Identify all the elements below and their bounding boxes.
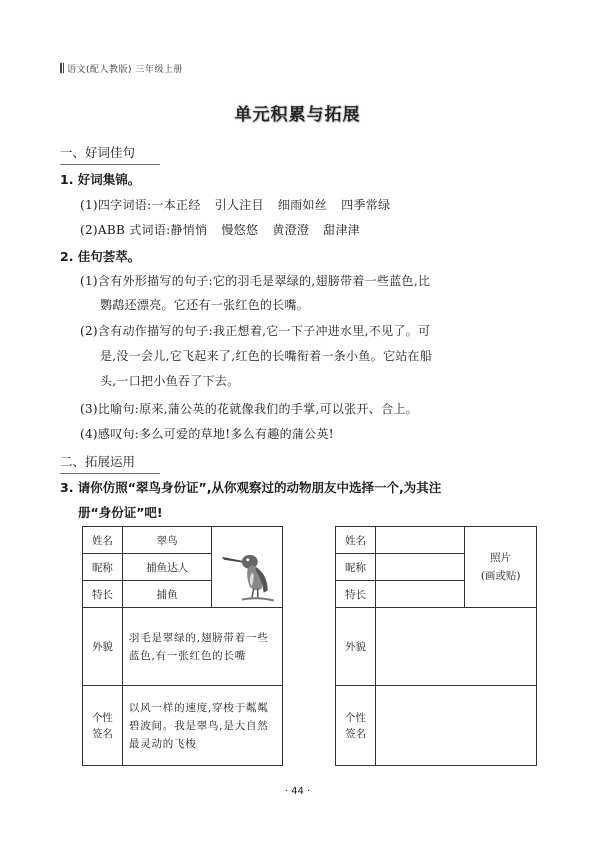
photo-sub-label: (画或贴) (480, 570, 521, 582)
photo-label: 照片 (490, 552, 512, 564)
question-3-cont: 册“身份证”吧! (78, 505, 163, 520)
page-number: · 44 · (284, 786, 311, 797)
question-1: 1. 好词集锦。 (60, 172, 141, 187)
nickname-label: 昵称 (83, 554, 123, 581)
photo-box[interactable] (465, 527, 537, 608)
kingfisher-image (212, 527, 283, 608)
word: 黄澄澄 (272, 223, 310, 237)
signature-label: 个性签名 (83, 686, 123, 766)
four-char-words: (1)四字词语:一本正经 引人注目 细雨如丝 四季常绿 (80, 198, 391, 212)
abb-words: (2)ABB 式词语:静悄悄 慢悠悠 黄澄澄 甜津津 (80, 223, 361, 237)
sentence-line: 鹦鹉还漂亮。它还有一张红色的长嘴。 (100, 298, 310, 312)
sentence-line: (3)比喻句:原来,蒲公英的花就像我们的手掌,可以张开、合上。 (80, 402, 418, 416)
question-2: 2. 佳句荟萃。 (60, 249, 141, 264)
word: 静悄悄 (170, 223, 208, 237)
skill-label: 特长 (336, 581, 376, 608)
sentence-line: (4)感叹句:多么可爱的草地!多么有趣的蒲公英! (80, 427, 334, 441)
header-text: 语文(配人教版) 三年级上册 (67, 65, 183, 75)
nickname-label: 昵称 (336, 554, 376, 581)
word: 甜津津 (323, 223, 361, 237)
signature-field[interactable] (375, 686, 536, 766)
word: 慢悠悠 (221, 223, 259, 237)
word: 细雨如丝 (277, 198, 328, 212)
kingfisher-icon (212, 527, 282, 607)
skill-field[interactable] (375, 581, 464, 608)
signature-value: 以风一样的速度,穿梭于粼粼碧波间。我是翠鸟,是大自然最灵动的飞梭 (122, 686, 282, 766)
page-header (60, 62, 183, 75)
sentence-line: 是,没一会儿,它飞起来了,红色的长嘴衔着一条小鱼。它站在船 (100, 349, 433, 363)
signature-label: 个性签名 (336, 686, 376, 766)
appearance-value: 羽毛是翠绿的,翅膀带着一些蓝色,有一张红色的长嘴 (122, 608, 282, 686)
name-field[interactable] (375, 527, 464, 554)
kingfisher-id-card (82, 526, 283, 766)
section-good-words: 一、好词佳句 (60, 143, 135, 161)
skill-label: 特长 (83, 581, 123, 608)
name-label: 姓名 (336, 527, 376, 554)
word: 四季常绿 (341, 198, 391, 212)
appearance-label: 外貌 (83, 608, 123, 686)
word: 引人注目 (214, 198, 264, 212)
sentence-line: (1)含有外形描写的句子:它的羽毛是翠绿的,翅膀带着一些蓝色,比 (80, 274, 431, 288)
sentence-line: (2)含有动作描写的句子:我正想着,它一下子冲进水里,不见了。可 (80, 324, 431, 338)
appearance-label: 外貌 (336, 608, 376, 686)
sentence-line: 头,一口把小鱼吞了下去。 (100, 374, 240, 388)
name-label: 姓名 (83, 527, 123, 554)
nickname-value: 捕鱼达人 (122, 554, 212, 581)
unit-title: 单元积累与拓展 (234, 105, 361, 125)
blank-id-card (335, 526, 537, 766)
appearance-field[interactable] (375, 608, 536, 686)
skill-value: 捕鱼 (122, 581, 212, 608)
name-value: 翠鸟 (122, 527, 212, 554)
nickname-field[interactable] (375, 554, 464, 581)
section-extension: 二、拓展运用 (60, 452, 135, 470)
word: 一本正经 (151, 198, 201, 212)
question-3: 3. 请你仿照“翠鸟身份证”,从你观察过的动物朋友中选择一个,为其注 (60, 480, 442, 495)
